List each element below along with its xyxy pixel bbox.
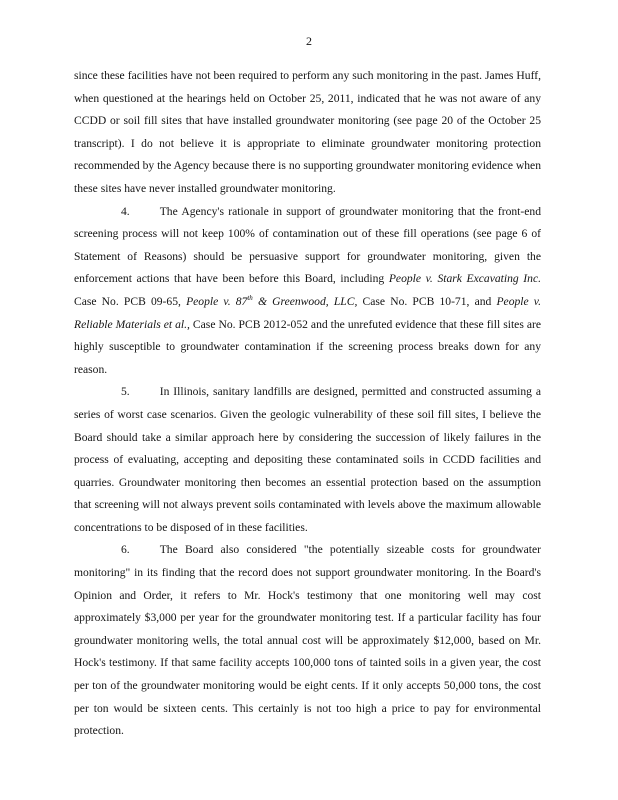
- case-name: People v. 87th & Greenwood, LLC,: [186, 294, 358, 308]
- paragraph-text: The Agency's rationale in support of groundwater monitoring that the front-end screening process will not keep 100% of contamination out of these fill operations (see page 6 of Statement of Reasons) should be persuasive support for groundwater monitoring, given the enforcement actions that have been before this Board, including: [74, 204, 541, 286]
- paragraph-number: 5.: [121, 385, 130, 399]
- page-number: 2: [306, 34, 312, 48]
- document-body: [74, 65, 541, 743]
- ordinal-superscript: th: [247, 294, 253, 303]
- paragraph-text: In Illinois, sanitary landfills are designed, permitted and constructed assuming a series of worst case scenarios. Given the geologic vulnerability of these soil fill sites, I believe the Board should take a similar approach here by considering the succession of likely failures in the process of evaluating, accepting and depositing these contaminated soils in CCDD facilities and quarries. Groundwater monitoring then becomes an essential protection based on the assumption that screening will not always prevent soils contaminated with levels above the maximum allowable concentrations to be disposed of in these facilities.: [74, 385, 541, 534]
- paragraph-text: The Board also considered "the potentially sizeable costs for groundwater monitoring" in its finding that the record does not support groundwater monitoring. In the Board's Opinion and Order, it refers to Mr. Hock's testimony that one monitoring well may cost approximately $3,000 per year for the groundwater monitoring test. If a particular facility has four groundwater monitoring wells, the total annual cost will be approximately $12,000, based on Mr. Hock's testimony. If that same facility accepts 100,000 tons of tainted soils in a given year, the cost per ton of the groundwater monitoring would be eight cents. If it only accepts 50,000 tons, the cost per ton would be sixteen cents. This certainly is not too high a price to pay for environmental protection.: [74, 543, 541, 738]
- paragraph-6: [74, 539, 541, 742]
- case-name: People v. Reliable Materials et al.,: [74, 294, 541, 331]
- paragraph-5: [74, 381, 541, 539]
- paragraph-number: 4.: [121, 204, 130, 218]
- case-name: People v. Stark Excavating Inc.: [388, 272, 541, 286]
- paragraph-text: Case No. PCB 2012-052 and the unrefuted evidence that these fill sites are highly susceptible to groundwater contamination if the screening process breaks down for any reason.: [74, 317, 541, 376]
- case-number: Case No. PCB 10-71, and: [357, 294, 497, 308]
- paragraph-number: 6.: [121, 543, 130, 557]
- paragraph-continuation: since these facilities have not been required to perform any such monitoring in the past. James Huff, when questioned at the hearings held on October 25, 2011, indicated that he was not aware of any CCDD or soil fill sites that have installed groundwater monitoring (see page 20 of the October 25 transcript). I do not believe it is appropriate to eliminate groundwater monitoring protection recommended by the Agency because there is no supporting groundwater monitoring evidence when these sites have never installed groundwater monitoring.: [74, 69, 541, 195]
- paragraph-4: [74, 201, 541, 382]
- case-number: Case No. PCB 09-65,: [74, 294, 187, 308]
